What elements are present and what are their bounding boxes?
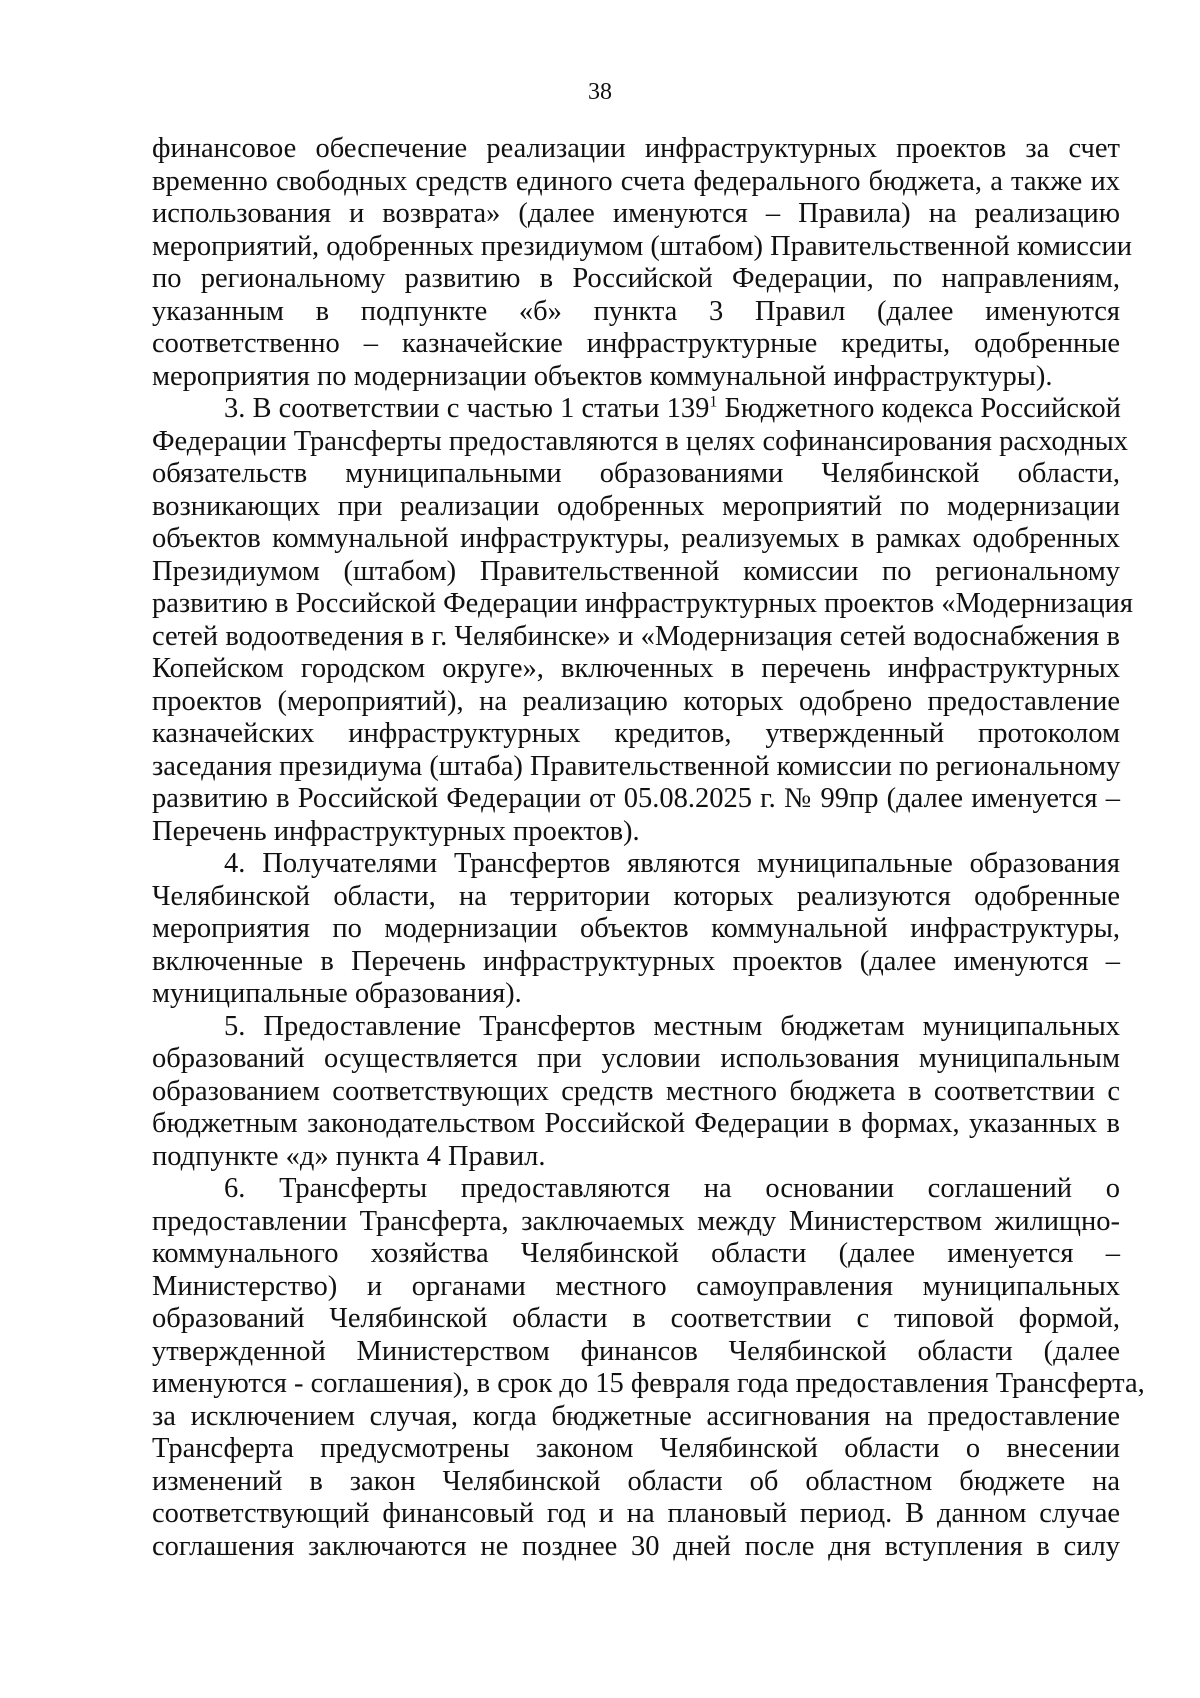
text-line: образований Челябинской области в соответствии с типовой формой, (152, 1303, 1120, 1334)
text-line: мероприятия по модернизации объектов коммунальной инфраструктуры, (152, 913, 1120, 944)
superscript: 1 (709, 393, 718, 411)
text-line: соглашения заключаются не позднее 30 дней после дня вступления в силу (152, 1530, 1120, 1562)
text-line: Министерство) и органами местного самоуправления муниципальных (152, 1270, 1120, 1302)
text-line: подпункте «д» пункта 4 Правил. (152, 1140, 546, 1172)
document-body (152, 133, 1145, 1563)
text-line: сетей водоотведения в г. Челябинске» и «Модернизация сетей водоснабжения в (152, 620, 1120, 652)
text-line: Копейском городском округе», включенных в перечень инфраструктурных (152, 653, 1120, 684)
text-line-part: 3. В соответствии с частью 1 статьи 139 (224, 393, 710, 424)
text-line: коммунального хозяйства Челябинской области (далее именуется – (152, 1238, 1120, 1269)
text-line: временно свободных средств единого счета федерального бюджета, а также их (152, 165, 1120, 197)
text-line: развитию в Российской Федерации от 05.08.2025 г. № 99пр (далее именуется – (152, 783, 1120, 814)
text-line: 4. Получателями Трансфертов являются муниципальные образования (224, 848, 1120, 879)
text-line: указанным в подпункте «б» пункта 3 Правил (далее именуются (152, 295, 1120, 327)
text-line: изменений в закон Челябинской области об областном бюджете на (152, 1465, 1120, 1497)
text-line: обязательств муниципальными образованиями Челябинской области, (152, 458, 1120, 489)
text-line: возникающих при реализации одобренных мероприятий по модернизации (152, 490, 1120, 522)
text-line: утвержденной Министерством финансов Челябинской области (далее (152, 1335, 1120, 1367)
text-line: именуются - соглашения), в срок до 15 февраля года предоставления Трансферта, (152, 1368, 1145, 1399)
text-line: казначейских инфраструктурных кредитов, утвержденный протоколом (152, 718, 1120, 749)
text-line: Перечень инфраструктурных проектов). (152, 815, 640, 847)
text-line: развитию в Российской Федерации инфраструктурных проектов «Модернизация (152, 588, 1134, 619)
text-line: использования и возврата» (далее именуются – Правила) на реализацию (152, 198, 1120, 229)
text-line: образованием соответствующих средств местного бюджета в соответствии с (152, 1075, 1120, 1107)
text-line: по региональному развитию в Российской Федерации, по направлениям, (152, 263, 1120, 294)
text-line: включенные в Перечень инфраструктурных проектов (далее именуются – (152, 945, 1120, 977)
text-line: 5. Предоставление Трансфертов местным бюджетам муниципальных (224, 1010, 1120, 1042)
text-line: Президиумом (штабом) Правительственной комиссии по региональному (152, 555, 1120, 587)
text-line: проектов (мероприятий), на реализацию которых одобрено предоставление (152, 685, 1120, 717)
text-line: соответственно – казначейские инфраструктурные кредиты, одобренные (152, 328, 1120, 359)
text-line: предоставлении Трансферта, заключаемых между Министерством жилищно- (152, 1205, 1120, 1237)
text-line: соответствующий финансовый год и на плановый период. В данном случае (152, 1498, 1120, 1529)
text-line: Федерации Трансферты предоставляются в целях софинансирования расходных (152, 425, 1129, 457)
text-line: 6. Трансферты предоставляются на основании соглашений о (224, 1173, 1120, 1204)
text-line: муниципальные образования). (152, 978, 522, 1009)
text-line: Челябинской области, на территории которых реализуются одобренные (152, 880, 1120, 912)
text-line: образований осуществляется при условии использования муниципальным (152, 1043, 1120, 1074)
text-line: мероприятий, одобренных президиумом (штабом) Правительственной комиссии (152, 230, 1133, 262)
text-line: за исключением случая, когда бюджетные ассигнования на предоставление (152, 1400, 1120, 1432)
text-line: Трансферта предусмотрены законом Челябинской области о внесении (152, 1433, 1120, 1464)
text-line: заседания президиума (штаба) Правительственной комиссии по региональному (152, 750, 1121, 782)
text-line (152, 393, 1120, 426)
text-line-part: Бюджетного кодекса Российской (717, 393, 1121, 424)
text-line: мероприятия по модернизации объектов коммунальной инфраструктуры). (152, 360, 1053, 392)
text-line: бюджетным законодательством Российской Федерации в формах, указанных в (152, 1108, 1120, 1139)
page-number: 38 (588, 79, 612, 105)
text-line: объектов коммунальной инфраструктуры, реализуемых в рамках одобренных (152, 523, 1120, 554)
text-line: финансовое обеспечение реализации инфраструктурных проектов за счет (152, 133, 1120, 164)
